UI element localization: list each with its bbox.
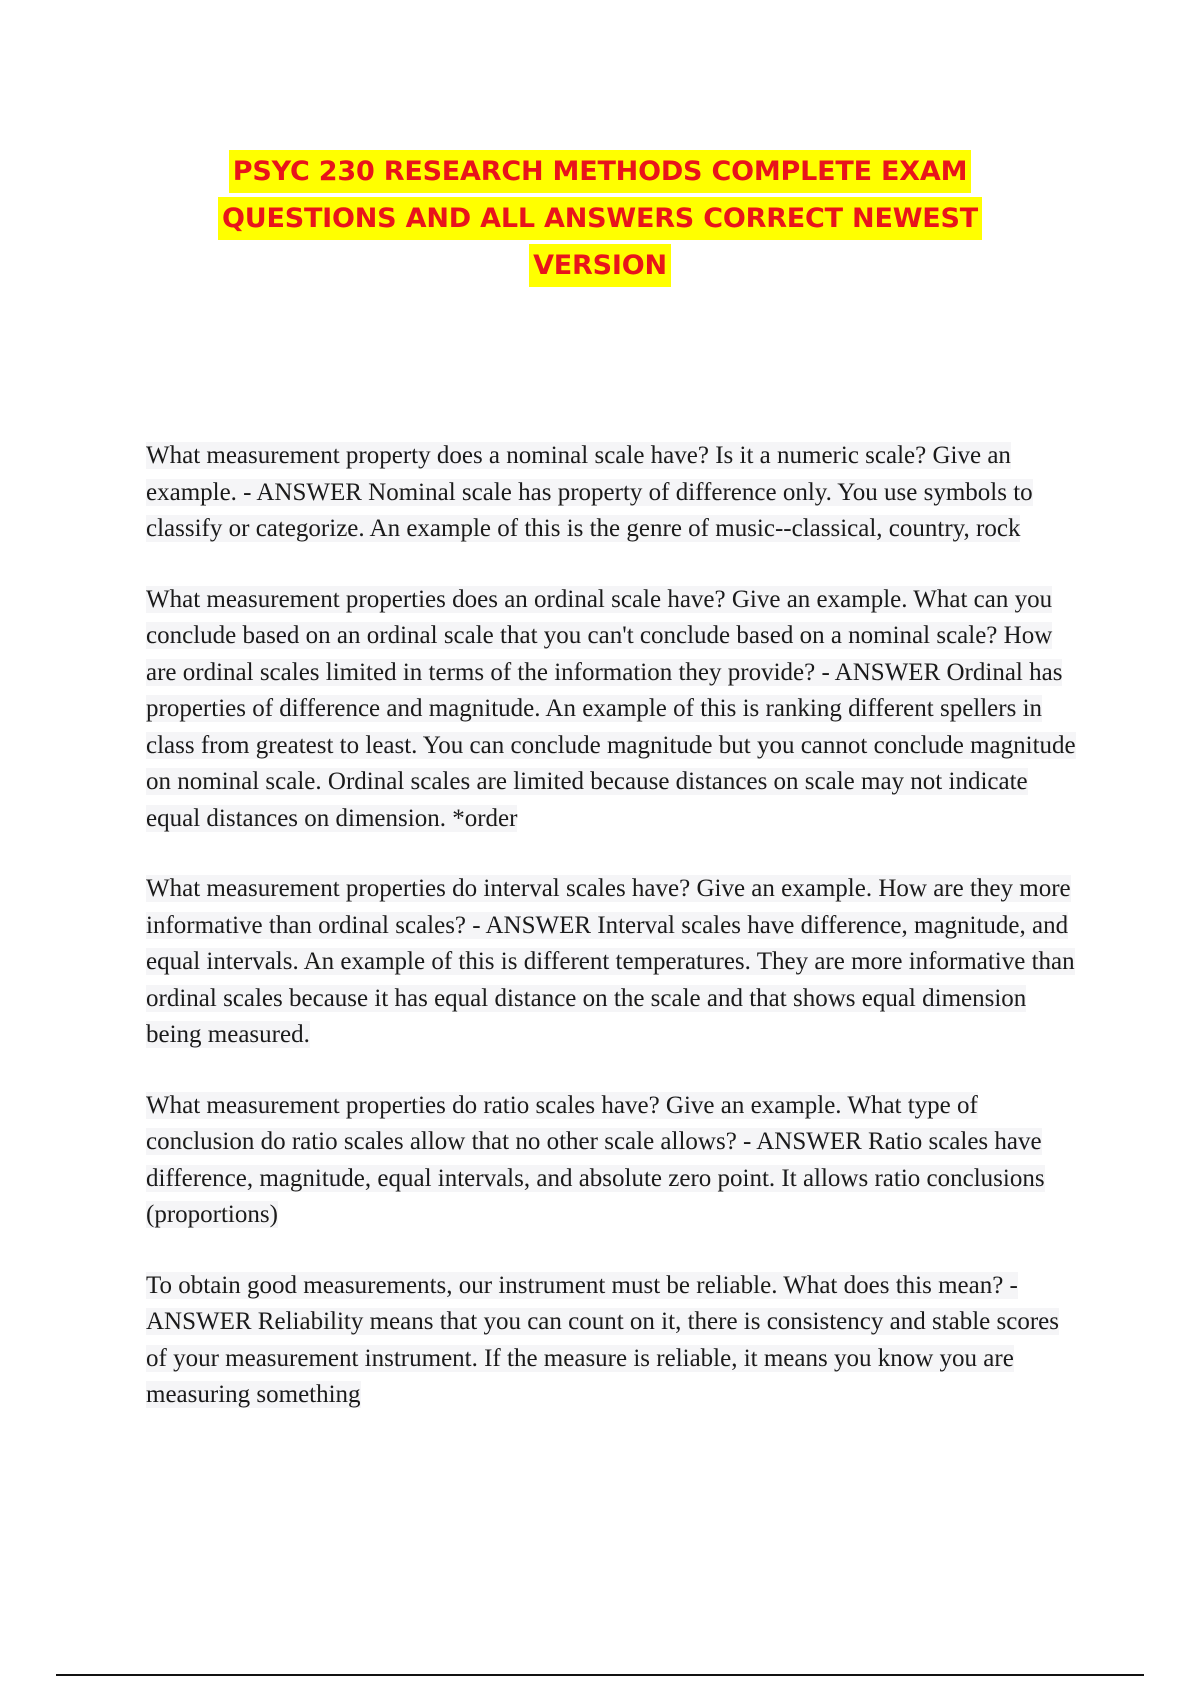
document-title xyxy=(150,148,1050,289)
qa-text: What measurement properties do ratio scales have? Give an example. What type of conclusion do ratio scales allow that no other scale allows? - ANSWER Ratio scales have difference, magnitude, equal intervals, and absolute zero point. It allows ratio conclusions (proportions) xyxy=(146,1091,1045,1228)
qa-text: What measurement properties do interval scales have? Give an example. How are they more informative than ordinal scales? - ANSWER Interval scales have difference, magnitude, and equal intervals. An example of this is different temperatures. They are more informative than ordinal scales because it has equal distance on the scale and that shows equal dimension being measured. xyxy=(146,875,1075,1048)
qa-item-ratio xyxy=(146,1088,1076,1234)
qa-item-reliability xyxy=(146,1268,1076,1414)
qa-text: To obtain good measurements, our instrument must be reliable. What does this mean? - ANSWER Reliability means that you can count on it, there is consistency and stable scores of your measurement instrument. If the measure is reliable, it means you know you are measuring something xyxy=(146,1271,1059,1408)
title-line-2: QUESTIONS AND ALL ANSWERS CORRECT NEWEST xyxy=(218,197,982,240)
qa-text: What measurement properties does an ordinal scale have? Give an example. What can you conclude based on an ordinal scale that you can't conclude based on a nominal scale? How are ordinal scales limited in terms of the information they provide? - ANSWER Ordinal has properties of difference and magnitude. An example of this is ranking different spellers in class from greatest to least. You can conclude magnitude but you cannot conclude magnitude on nominal scale. Ordinal scales are limited because distances on scale may not indicate equal distances on dimension. *order xyxy=(146,585,1076,832)
footer-divider xyxy=(56,1674,1144,1676)
qa-item-nominal xyxy=(146,438,1076,548)
qa-item-interval xyxy=(146,871,1076,1054)
title-line-3: VERSION xyxy=(529,244,671,287)
qa-list xyxy=(146,438,1076,1448)
qa-text: What measurement property does a nominal scale have? Is it a numeric scale? Give an example. - ANSWER Nominal scale has property of difference only. You use symbols to classify or categorize. An example of this is the genre of music--classical, country, rock xyxy=(146,442,1033,542)
title-line-1: PSYC 230 RESEARCH METHODS COMPLETE EXAM xyxy=(229,150,972,193)
qa-item-ordinal xyxy=(146,582,1076,838)
